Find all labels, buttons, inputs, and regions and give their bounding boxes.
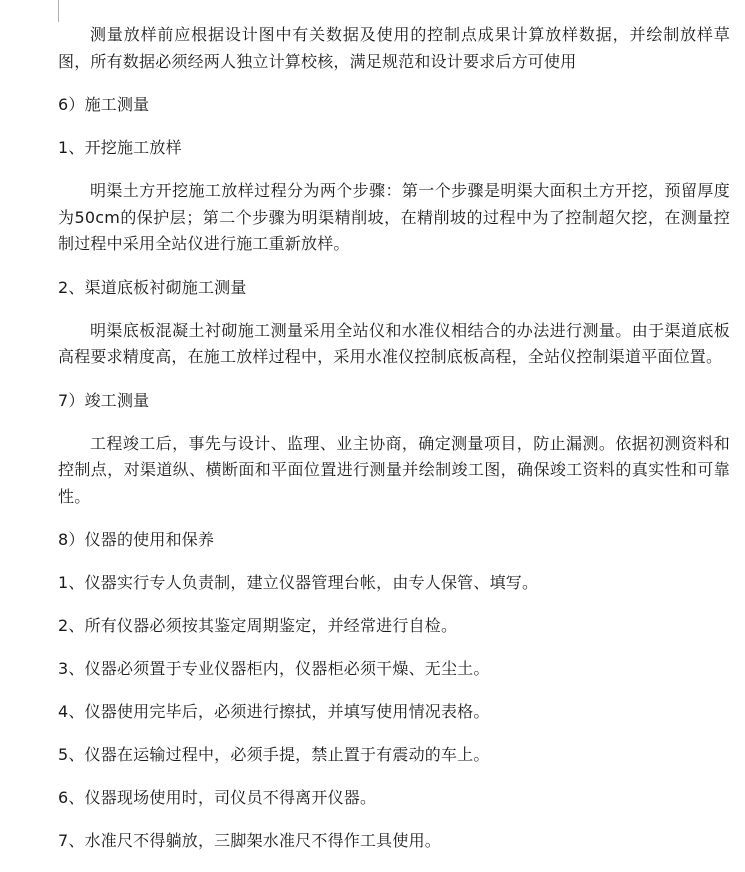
list-item: 2、所有仪器必须按其鉴定周期鉴定，并经常进行自检。	[58, 616, 458, 635]
section-7-paragraph: 工程竣工后，事先与设计、监理、业主协商，确定测量项目，防止漏测。依据初测资料和控制点，对渠道纵、横断面和平面位置进行测量并绘制竣工图，确保竣工资料的真实性和可靠性。	[58, 433, 730, 506]
document-body	[58, 22, 730, 871]
subsection-1-paragraph: 明渠土方开挖施工放样过程分为两个步骤：第一个步骤是明渠大面积土方开挖，预留厚度为50cm的保护层；第二个步骤为明渠精削坡，在精削坡的过程中为了控制超欠挖，在测量控制过程中采用全站仪进行施工重新放样。	[58, 181, 730, 253]
section-6-heading: 6）施工测量	[58, 95, 150, 114]
list-item: 4、仪器使用完毕后，必须进行擦拭，并填写使用情况表格。	[58, 702, 490, 721]
subsection-2-heading: 2、渠道底板衬砌施工测量	[58, 277, 247, 297]
list-item: 1、仪器实行专人负责制，建立仪器管理台帐，由专人保管、填写。	[58, 573, 539, 592]
page-margin-mark	[58, 0, 59, 22]
list-item: 7、水准尺不得躺放，三脚架水准尺不得作工具使用。	[58, 831, 441, 850]
intro-paragraph: 测量放样前应根据设计图中有关数据及使用的控制点成果计算放样数据，并绘制放样草图，所有数据必须经两人独立计算校核，满足规范和设计要求后方可使用	[58, 25, 730, 71]
subsection-1-heading: 1、开挖施工放样	[58, 138, 182, 157]
subsection-2-paragraph: 明渠底板混凝土衬砌施工测量采用全站仪和水准仪相结合的办法进行测量。由于渠道底板高程要求精度高，在施工放样过程中，采用水准仪控制底板高程，全站仪控制渠道平面位置。	[58, 320, 730, 366]
list-item: 5、仪器在运输过程中，必须手提，禁止置于有震动的车上。	[58, 745, 490, 764]
list-item: 6、仪器现场使用时，司仪员不得离开仪器。	[58, 788, 377, 807]
list-item: 3、仪器必须置于专业仪器柜内，仪器柜必须干燥、无尘土。	[58, 659, 490, 678]
section-8-heading: 8）仪器的使用和保养	[58, 530, 215, 549]
section-7-heading: 7）竣工测量	[58, 390, 150, 410]
